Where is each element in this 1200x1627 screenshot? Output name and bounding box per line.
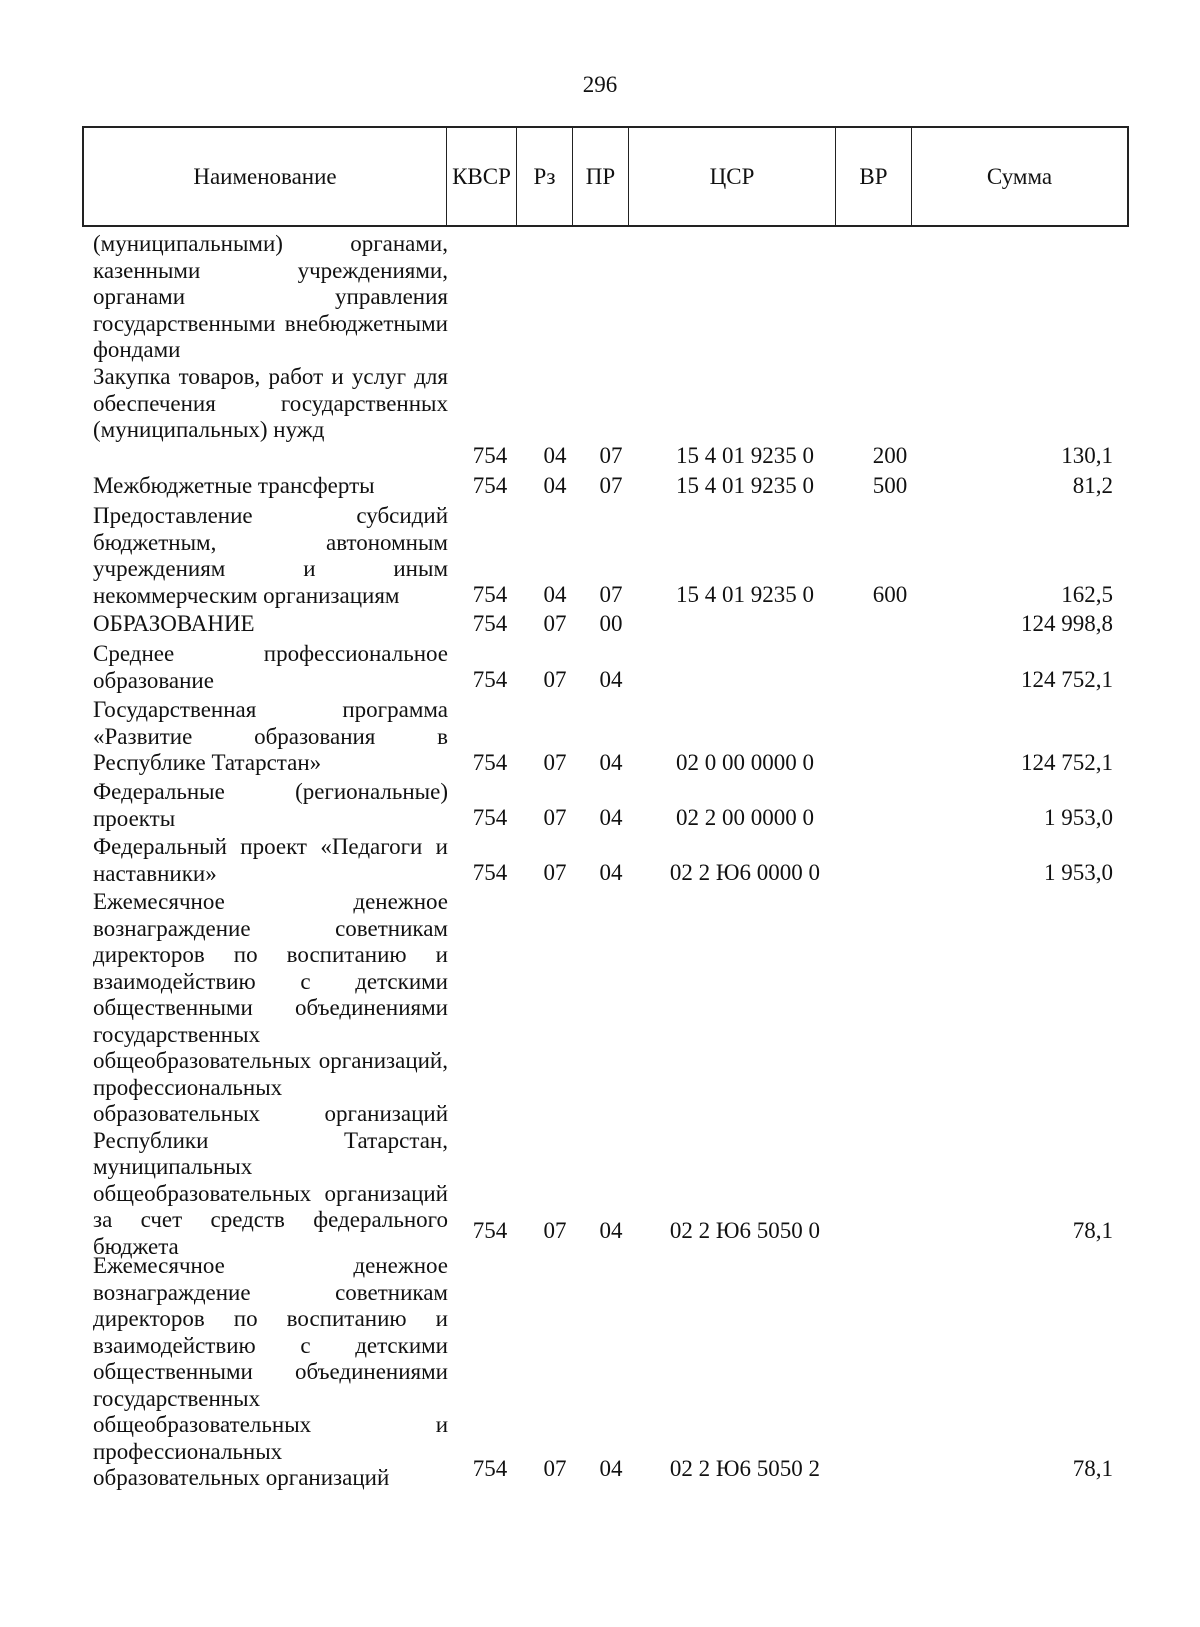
- row-sum: 124 752,1: [1021, 667, 1113, 692]
- header-vr: ВР: [836, 128, 912, 225]
- row-rz: 07: [543, 750, 567, 775]
- row-vr: 500: [872, 473, 908, 498]
- row-name: Ежемесячное денежное вознаграждение советникам директоров по воспитанию и взаимодействию с детскими общественными объединениями государственных общеобразовательных и профессиональных образовательных организаций: [93, 1253, 448, 1490]
- row-name: Предоставление субсидий бюджетным, автономным учреждениям и иным некоммерческим организациям: [93, 503, 448, 608]
- row-name: (муниципальными) органами, казенными учреждениями, органами управления государственными внебюджетными фондами: [93, 231, 448, 362]
- row-sum: 78,1: [1072, 1218, 1113, 1243]
- row-pr: 04: [599, 1456, 623, 1481]
- row-kvsr: 754: [472, 1456, 508, 1481]
- row-name: Закупка товаров, работ и услуг для обеспечения государственных (муниципальных) нужд: [93, 364, 448, 442]
- row-csr: 15 4 01 9235 0: [676, 473, 814, 498]
- row-sum: 78,1: [1072, 1456, 1113, 1481]
- row-csr: 02 2 Ю6 5050 2: [669, 1456, 821, 1481]
- row-sum: 162,5: [1061, 582, 1113, 607]
- row-pr: 07: [599, 473, 623, 498]
- row-rz: 04: [543, 582, 567, 607]
- row-csr: 02 2 Ю6 5050 0: [669, 1218, 821, 1243]
- header-name: Наименование: [84, 128, 447, 225]
- row-kvsr: 754: [472, 582, 508, 607]
- table-header: [82, 126, 1129, 227]
- row-name: Федеральные (региональные) проекты: [93, 779, 448, 831]
- row-name: Среднее профессиональное образование: [93, 641, 448, 693]
- row-rz: 07: [543, 1218, 567, 1243]
- row-vr: 600: [872, 582, 908, 607]
- row-kvsr: 754: [472, 750, 508, 775]
- row-pr: 04: [599, 1218, 623, 1243]
- row-name: Федеральный проект «Педагоги и наставники»: [93, 834, 448, 886]
- row-pr: 04: [599, 805, 623, 830]
- row-kvsr: 754: [472, 860, 508, 885]
- row-name: Межбюджетные трансферты: [93, 473, 375, 498]
- row-sum: 81,2: [1072, 473, 1113, 498]
- header-sum: Сумма: [986, 163, 1053, 189]
- row-kvsr: 754: [472, 805, 508, 830]
- row-kvsr: 754: [472, 611, 508, 636]
- row-name: ОБРАЗОВАНИЕ: [93, 611, 255, 636]
- row-vr: 200: [872, 443, 908, 468]
- header-kvsr: КВСР: [447, 128, 517, 225]
- row-rz: 07: [543, 860, 567, 885]
- row-sum: 1 953,0: [1044, 860, 1113, 885]
- row-pr: 04: [599, 750, 623, 775]
- row-pr: 04: [599, 667, 623, 692]
- row-sum: 1 953,0: [1044, 805, 1113, 830]
- row-rz: 07: [543, 805, 567, 830]
- row-kvsr: 754: [472, 1218, 508, 1243]
- row-csr: 02 2 Ю6 0000 0: [669, 860, 821, 885]
- row-rz: 04: [543, 443, 567, 468]
- header-rz: Рз: [517, 128, 573, 225]
- row-kvsr: 754: [472, 473, 508, 498]
- row-rz: 07: [543, 611, 567, 636]
- row-kvsr: 754: [472, 443, 508, 468]
- row-pr: 04: [599, 860, 623, 885]
- row-sum: 124 998,8: [1021, 611, 1113, 636]
- row-pr: 07: [599, 582, 623, 607]
- row-pr: 00: [599, 611, 623, 636]
- header-pr: ПР: [573, 128, 629, 225]
- row-csr: 02 0 00 0000 0: [676, 750, 814, 775]
- row-name: Ежемесячное денежное вознаграждение советникам директоров по воспитанию и взаимодействию с детскими общественными объединениями государственных общеобразовательных организаций, профессиональных образовательных организаций Республики Татарстан, муниципальных общеобразовательных организаций за счет средств федерального бюджета: [93, 889, 448, 1259]
- row-name: Государственная программа «Развитие образования в Республике Татарстан»: [93, 697, 448, 775]
- row-pr: 07: [599, 443, 623, 468]
- row-rz: 07: [543, 667, 567, 692]
- row-rz: 07: [543, 1456, 567, 1481]
- row-csr: 15 4 01 9235 0: [676, 443, 814, 468]
- page-number: 296: [582, 72, 618, 97]
- row-sum: 124 752,1: [1021, 750, 1113, 775]
- row-sum: 130,1: [1061, 443, 1113, 468]
- row-kvsr: 754: [472, 667, 508, 692]
- row-csr: 02 2 00 0000 0: [676, 805, 814, 830]
- header-csr: ЦСР: [629, 128, 836, 225]
- row-rz: 04: [543, 473, 567, 498]
- row-csr: 15 4 01 9235 0: [676, 582, 814, 607]
